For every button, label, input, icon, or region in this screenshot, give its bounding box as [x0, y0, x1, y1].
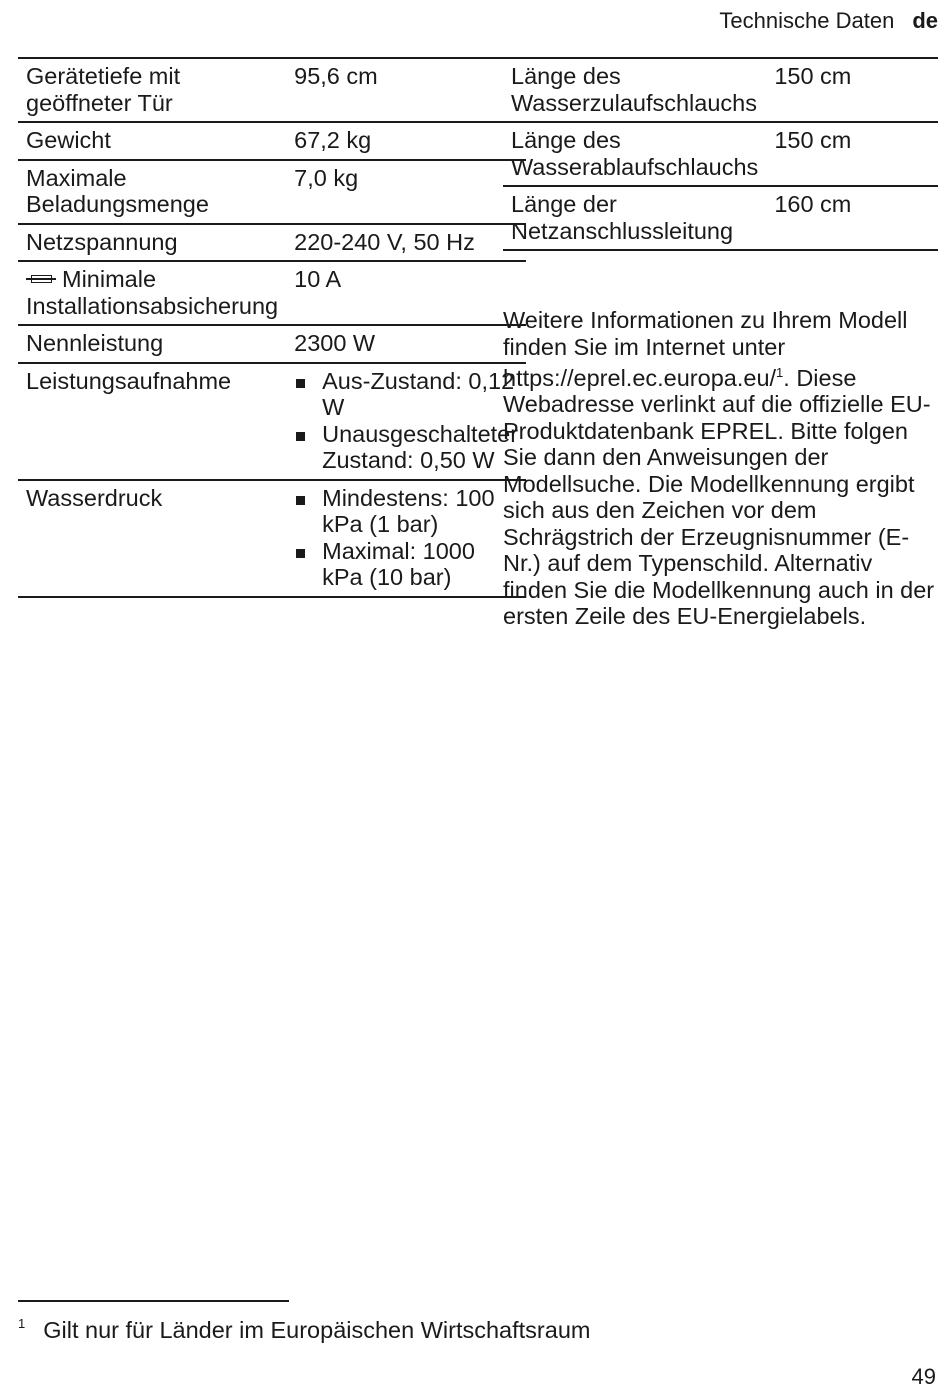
spec-label: Länge des Wasserablaufschlauchs — [503, 122, 766, 186]
table-row — [18, 58, 526, 122]
spec-value: 220-240 V, 50 Hz — [286, 224, 526, 262]
spec-value: 150 cm — [766, 58, 938, 122]
spec-label: Wasserdruck — [18, 480, 286, 597]
spec-value: 10 A — [286, 261, 526, 325]
spec-label: Leistungsaufnahme — [18, 363, 286, 480]
spec-value: 160 cm — [766, 186, 938, 250]
table-row — [503, 186, 938, 250]
spec-label: Nennleistung — [18, 325, 286, 363]
spec-label — [18, 261, 286, 325]
spec-label-text: Gerätetiefe mit geöffneter Tür — [26, 63, 181, 116]
spec-label: Länge der Netzanschlussleitung — [503, 186, 766, 250]
list-item: Maximal: 1000 kPa (10 bar) — [294, 538, 518, 591]
spec-value — [286, 480, 526, 597]
footnote-ref: 1 — [776, 365, 784, 380]
spec-value: 7,0 kg — [286, 160, 526, 224]
spec-label: Maximale Beladungsmenge — [18, 160, 286, 224]
info-text-before: Weitere Informationen zu Ihrem Modell finden Sie im Internet unter https://eprel.ec.europa.eu/ — [503, 307, 908, 391]
spec-value: 95,6 cm — [286, 58, 526, 122]
page-header — [719, 8, 938, 34]
spec-value: 2300 W — [286, 325, 526, 363]
spec-label-text: Minimale Installationsabsicherung — [26, 266, 279, 319]
list-item: Mindestens: 100 kPa (1 bar) — [294, 485, 518, 538]
table-row — [18, 325, 526, 363]
table-row — [18, 122, 526, 160]
spec-label: Netzspannung — [18, 224, 286, 262]
footnote-divider — [18, 1300, 289, 1302]
table-row — [503, 58, 938, 122]
fuse-icon — [26, 274, 56, 284]
language-code: de — [912, 8, 938, 33]
info-text-after: . Diese Webadresse verlinkt auf die offizielle EU-Produktdatenbank EPREL. Bitte folgen Sie dann den Anweisungen der Modellsuche. Die Modellkennung ergibt sich aus den Zeichen vor dem Schrägstrich der Erzeugnisnummer (E-Nr.) auf dem Typenschild. Alternativ finden Sie die Modellkennung auch in der ersten Zeile des EU-Energielabels. — [503, 364, 935, 630]
page-number: 49 — [911, 1364, 936, 1389]
footnote — [18, 1316, 590, 1344]
spec-value: 150 cm — [766, 122, 938, 186]
table-row — [18, 224, 526, 262]
footnote-text: Gilt nur für Länder im Europäischen Wirtschaftsraum — [43, 1317, 591, 1343]
spec-label: Länge des Wasserzulaufschlauchs — [503, 58, 766, 122]
bullet-list — [294, 368, 518, 474]
list-item: Unausgeschalteter Zustand: 0,50 W — [294, 421, 518, 474]
section-title: Technische Daten — [719, 8, 895, 33]
table-row — [18, 363, 526, 480]
footnote-number: 1 — [18, 1316, 26, 1331]
table-row — [18, 480, 526, 597]
spec-label: Gewicht — [18, 122, 286, 160]
info-paragraph — [503, 307, 941, 630]
table-row — [18, 261, 526, 325]
spec-label — [18, 58, 286, 122]
table-row — [18, 160, 526, 224]
spec-table-right — [503, 57, 938, 251]
list-item: Aus-Zustand: 0,12 W — [294, 368, 518, 421]
spec-value: 67,2 kg — [286, 122, 526, 160]
table-row — [503, 122, 938, 186]
spec-table-left — [18, 57, 526, 598]
bullet-list — [294, 485, 518, 591]
spec-value — [286, 363, 526, 480]
